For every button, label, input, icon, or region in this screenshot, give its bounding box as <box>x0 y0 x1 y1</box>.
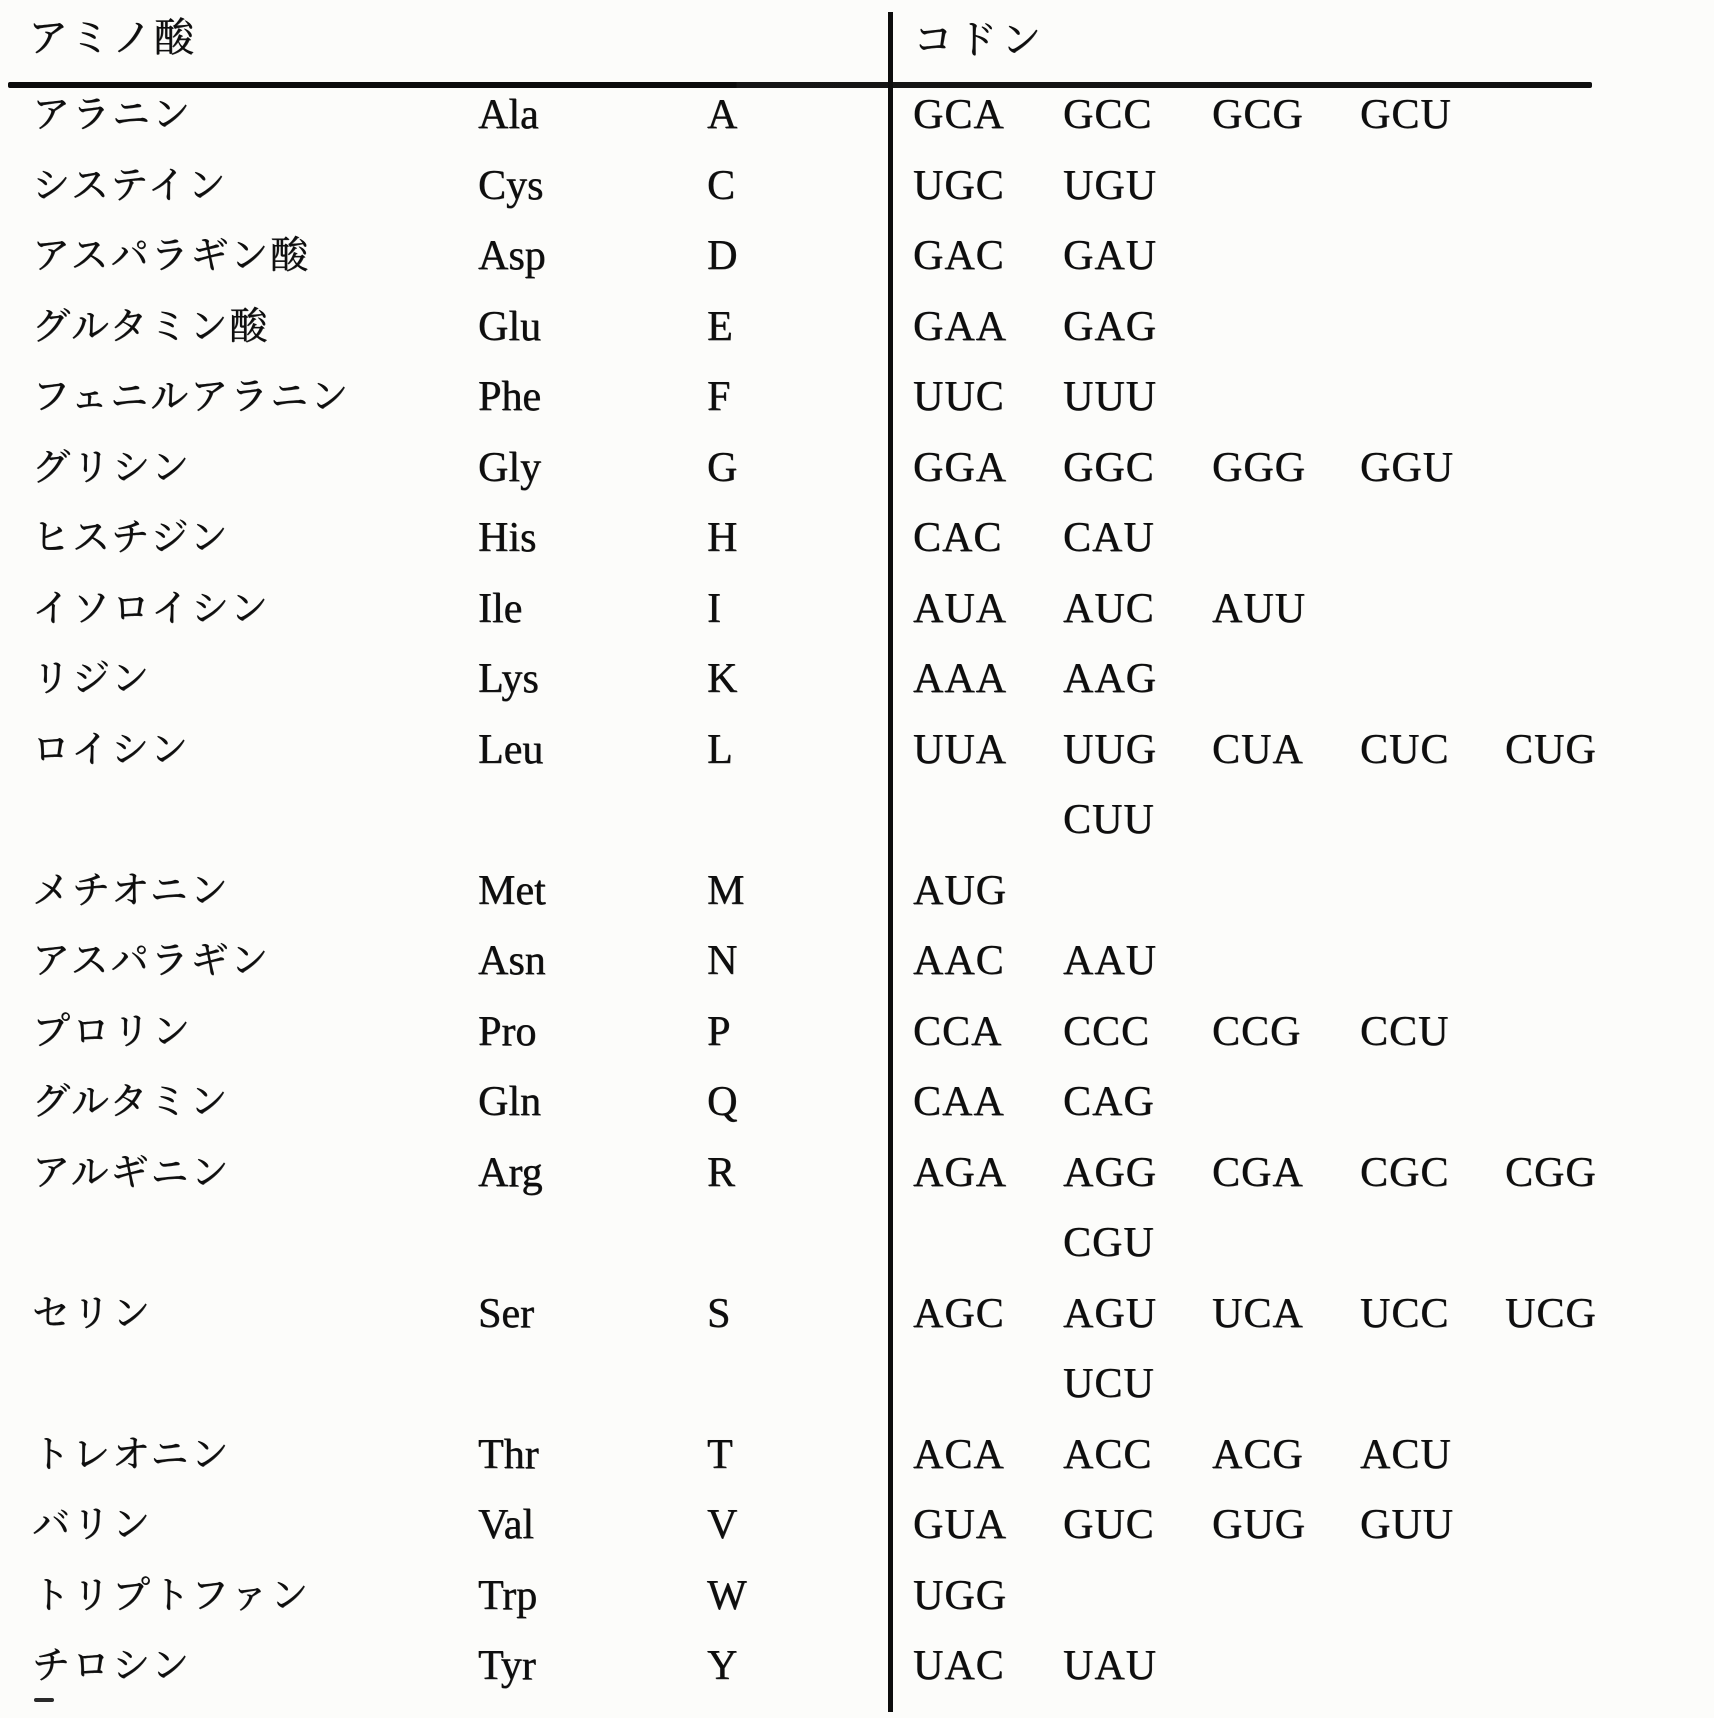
codon: GGA <box>913 444 1007 491</box>
amino-acid-three-letter-code: Gln <box>478 1079 541 1125</box>
amino-acid-three-letter-code: Ala <box>478 92 539 138</box>
amino-acid-three-letter-code: Val <box>478 1502 534 1548</box>
amino-acid-three-letter-code: Glu <box>478 303 541 350</box>
amino-acid-name-jp: トレオニン <box>32 1433 231 1476</box>
codon: CCU <box>1360 1008 1450 1055</box>
amino-acid-name-jp: トリプトファン <box>32 1574 311 1617</box>
amino-acid-three-letter-code: Cys <box>478 162 544 209</box>
amino-acid-one-letter-code: C <box>707 162 736 209</box>
codon: GUA <box>913 1502 1007 1548</box>
table-row <box>0 1425 1714 1485</box>
amino-acid-one-letter-code: S <box>707 1290 731 1337</box>
amino-acid-one-letter-code: V <box>707 1502 738 1548</box>
codon: CAC <box>913 515 1003 561</box>
table-row <box>0 1566 1714 1626</box>
codon: UCA <box>1212 1290 1304 1337</box>
amino-acid-name-jp: チロシン <box>32 1645 192 1687</box>
amino-acid-three-letter-code: Trp <box>478 1572 538 1619</box>
codon: AUA <box>913 585 1007 632</box>
amino-acid-three-letter-code: Phe <box>478 374 541 420</box>
codon: GGC <box>1063 444 1155 491</box>
amino-acid-three-letter-code: Lys <box>478 656 539 702</box>
table-row <box>0 226 1714 286</box>
codon: CCC <box>1063 1008 1151 1055</box>
table-row <box>0 1495 1714 1555</box>
table-row <box>0 85 1714 145</box>
amino-acid-three-letter-code: Tyr <box>478 1643 536 1689</box>
amino-acid-name-jp: ロイシン <box>32 728 190 771</box>
amino-acid-name-jp: アラニン <box>32 94 193 136</box>
amino-acid-one-letter-code: L <box>707 726 733 773</box>
codon: CGU <box>1063 1220 1155 1266</box>
table-row <box>0 1072 1714 1132</box>
codon: AGU <box>1063 1290 1157 1337</box>
codon: AGC <box>913 1290 1005 1337</box>
codon: GAC <box>913 233 1005 279</box>
amino-acid-one-letter-code: K <box>707 656 738 702</box>
codon: AUG <box>913 867 1007 914</box>
amino-acid-three-letter-code: Met <box>478 867 546 914</box>
table-row <box>0 931 1714 991</box>
codon: AUC <box>1063 585 1155 632</box>
codon: UUC <box>913 374 1005 420</box>
amino-acid-name-jp: グリシン <box>32 446 192 489</box>
codon: GUG <box>1212 1502 1306 1548</box>
table-row <box>0 720 1714 780</box>
codon: GCC <box>1063 92 1153 138</box>
codon: GAG <box>1063 303 1157 350</box>
codon: GAU <box>1063 233 1157 279</box>
amino-acid-name-jp: バリン <box>32 1504 153 1546</box>
amino-acid-three-letter-code: Ile <box>478 585 523 632</box>
table-row <box>0 579 1714 639</box>
codon: UGU <box>1063 162 1157 209</box>
codon: CGA <box>1212 1149 1304 1196</box>
table-row <box>0 1143 1714 1203</box>
codon: CUA <box>1212 726 1304 773</box>
amino-acid-name-jp: メチオニン <box>32 869 230 912</box>
codon: UCG <box>1505 1290 1597 1337</box>
codon: GGG <box>1212 444 1306 491</box>
amino-acid-name-jp: アルギニン <box>32 1151 231 1194</box>
codon: GCU <box>1360 92 1452 138</box>
codon: UUG <box>1063 726 1157 773</box>
codon: CAU <box>1063 515 1155 561</box>
amino-acid-one-letter-code: R <box>707 1149 736 1196</box>
amino-acid-name-jp: グルタミン酸 <box>32 305 270 348</box>
codon: AGG <box>1063 1149 1157 1196</box>
table-row <box>0 861 1714 921</box>
amino-acid-one-letter-code: M <box>707 867 745 914</box>
amino-acid-three-letter-code: His <box>478 515 537 561</box>
amino-acid-name-jp: プロリン <box>32 1010 193 1053</box>
codon: ACU <box>1360 1431 1452 1478</box>
amino-acid-three-letter-code: Asp <box>478 233 546 279</box>
codon: GCA <box>913 92 1005 138</box>
amino-acid-name-jp: アスパラギン酸 <box>32 235 311 277</box>
table-row <box>0 367 1714 427</box>
codon: CCG <box>1212 1008 1302 1055</box>
codon: ACA <box>913 1431 1005 1478</box>
codon: GUC <box>1063 1502 1155 1548</box>
codon: UUU <box>1063 374 1157 420</box>
amino-acid-one-letter-code: A <box>707 92 738 138</box>
codon: CAG <box>1063 1079 1155 1125</box>
amino-acid-three-letter-code: Arg <box>478 1149 543 1196</box>
table-row <box>0 649 1714 709</box>
table-row <box>0 438 1714 498</box>
table-row <box>0 1284 1714 1344</box>
amino-acid-name-jp: アスパラギン <box>32 940 271 982</box>
codon: GGU <box>1360 444 1454 491</box>
table-row-continuation <box>0 1213 1714 1273</box>
amino-acid-three-letter-code: Asn <box>478 938 546 984</box>
codon: UCU <box>1063 1361 1155 1407</box>
amino-acid-name-jp: リジン <box>32 658 152 700</box>
amino-acid-one-letter-code: N <box>707 938 738 984</box>
codon: UGG <box>913 1572 1007 1619</box>
amino-acid-name-jp: ヒスチジン <box>32 517 230 559</box>
amino-acid-three-letter-code: Pro <box>478 1008 537 1055</box>
amino-acid-name-jp: イソロイシン <box>32 587 270 630</box>
amino-acid-one-letter-code: G <box>707 444 738 491</box>
table-row <box>0 1002 1714 1062</box>
amino-acid-one-letter-code: E <box>707 303 733 350</box>
amino-acid-one-letter-code: I <box>707 585 721 632</box>
amino-acid-one-letter-code: Q <box>707 1079 738 1125</box>
amino-acid-name-jp: システイン <box>32 164 228 207</box>
codon: CUC <box>1360 726 1450 773</box>
codon: GCG <box>1212 92 1304 138</box>
codon: UCC <box>1360 1290 1450 1337</box>
amino-acid-one-letter-code: D <box>707 233 738 279</box>
amino-acid-three-letter-code: Leu <box>478 726 544 773</box>
table-row <box>0 297 1714 357</box>
amino-acid-three-letter-code: Ser <box>478 1290 534 1337</box>
codon: CUU <box>1063 797 1155 843</box>
codon: CGG <box>1505 1149 1597 1196</box>
codon: AAC <box>913 938 1005 984</box>
codon: UAC <box>913 1643 1005 1689</box>
table-row <box>0 1636 1714 1696</box>
codon: AAA <box>913 656 1007 702</box>
codon: UAU <box>1063 1643 1157 1689</box>
codon: CAA <box>913 1079 1005 1125</box>
codon: UGC <box>913 162 1005 209</box>
amino-acid-name-jp: セリン <box>32 1292 153 1335</box>
amino-acid-one-letter-code: Y <box>707 1643 738 1689</box>
amino-acid-one-letter-code: W <box>707 1572 747 1619</box>
codon: AAG <box>1063 656 1157 702</box>
column-header-amino-acid: アミノ酸 <box>28 15 196 60</box>
table-row <box>0 508 1714 568</box>
amino-acid-one-letter-code: T <box>707 1431 733 1478</box>
codon: AGA <box>913 1149 1007 1196</box>
scan-artifact-mark <box>34 1698 54 1702</box>
table-row-continuation <box>0 790 1714 850</box>
codon: UUA <box>913 726 1007 773</box>
amino-acid-name-jp: グルタミン <box>32 1081 230 1123</box>
amino-acid-name-jp: フェニルアラニン <box>32 376 351 418</box>
amino-acid-three-letter-code: Gly <box>478 444 541 491</box>
column-header-codon: コドン <box>913 17 1045 62</box>
codon: CUG <box>1505 726 1597 773</box>
codon: ACG <box>1212 1431 1304 1478</box>
codon: AUU <box>1212 585 1306 632</box>
codon: ACC <box>1063 1431 1153 1478</box>
codon: CGC <box>1360 1149 1450 1196</box>
table-row <box>0 156 1714 216</box>
amino-acid-one-letter-code: H <box>707 515 738 561</box>
amino-acid-three-letter-code: Thr <box>478 1431 539 1478</box>
amino-acid-one-letter-code: P <box>707 1008 731 1055</box>
codon: CCA <box>913 1008 1003 1055</box>
table-row-continuation <box>0 1354 1714 1414</box>
codon: AAU <box>1063 938 1157 984</box>
amino-acid-one-letter-code: F <box>707 374 731 420</box>
codon: GUU <box>1360 1502 1454 1548</box>
codon: GAA <box>913 303 1007 350</box>
